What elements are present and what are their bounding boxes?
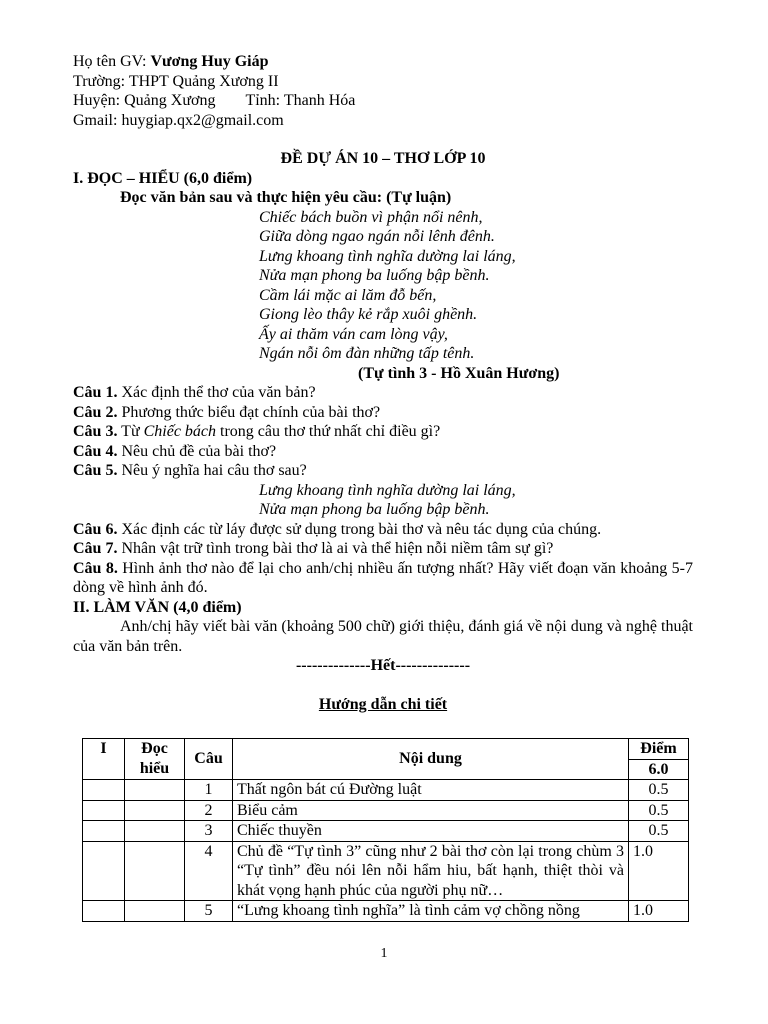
table-row — [83, 901, 689, 922]
school-line: Trường: THPT Quảng Xương II — [73, 72, 279, 90]
question-5-poem-line: Nửa mạn phong ba luống bập bềnh. — [259, 501, 490, 518]
poem — [73, 208, 693, 364]
question-8: Câu 8. Hình ảnh thơ nào để lại cho anh/chị nhiều ấn tượng nhất? Hãy viết đoạn văn khoảng 5-7 dòng về hình ảnh đó. — [73, 559, 693, 596]
cell-question: 5 — [185, 901, 233, 922]
cell-content: Biểu cảm — [233, 800, 629, 821]
header-part: I — [83, 739, 125, 780]
cell-content: Thất ngôn bát cú Đường luật — [233, 780, 629, 801]
poem-line: Ngán nỗi ôm đàn những tấp tênh. — [259, 345, 475, 362]
gmail-line: Gmail: huygiap.qx2@gmail.com — [73, 111, 284, 129]
province: Tỉnh: Thanh Hóa — [245, 92, 356, 109]
poem-source: (Tự tình 3 - Hồ Xuân Hương) — [358, 364, 560, 382]
table-row — [83, 800, 689, 821]
answer-table — [82, 738, 689, 922]
document-page — [73, 52, 693, 714]
cell-score: 0.5 — [629, 821, 689, 842]
header-total: 6.0 — [629, 759, 689, 780]
question-5: Câu 5. Nêu ý nghĩa hai câu thơ sau? — [73, 462, 307, 479]
cell-score: 1.0 — [629, 841, 689, 901]
cell-content: “Lưng khoang tình nghĩa” là tình cảm vợ chồng nồng — [233, 901, 629, 922]
guide-title: Hướng dẫn chi tiết — [318, 695, 448, 713]
question-5-poem-line: Lưng khoang tình nghĩa dường lai láng, — [259, 481, 516, 499]
poem-line: Giữa dòng ngao ngán nỗi lênh đênh. — [259, 228, 495, 245]
exam-title: ĐỀ DỰ ÁN 10 – THƠ LỚP 10 — [280, 150, 486, 167]
section2-heading: II. LÀM VĂN (4,0 điểm) — [73, 598, 242, 616]
poem-line: Chiếc bách buồn vì phận nổi nênh, — [259, 208, 483, 226]
header-section: Đọc hiểu — [125, 739, 185, 780]
cell-content: Chiếc thuyền — [233, 821, 629, 842]
poem-line: Giong lèo thây kẻ rắp xuôi ghềnh. — [259, 306, 478, 323]
header-content: Nội dung — [233, 739, 629, 780]
poem-line: Ấy ai thăm ván cam lòng vậy, — [259, 325, 448, 343]
poem-line: Lưng khoang tình nghĩa dường lai láng, — [259, 247, 516, 265]
table-header-row — [83, 739, 689, 760]
question-1: Câu 1. Xác định thể thơ của văn bản? — [73, 384, 316, 401]
question-4: Câu 4. Nêu chủ đề của bài thơ? — [73, 442, 277, 460]
cell-question: 1 — [185, 780, 233, 801]
section1-instruction: Đọc văn bản sau và thực hiện yêu cầu: (Tự luận) — [120, 189, 452, 206]
district-line: Huyện: Quảng Xương Tỉnh: Thanh Hóa — [73, 92, 356, 109]
cell-content: Chủ đề “Tự tình 3” cũng như 2 bài thơ còn lại trong chùm 3 “Tự tình” đều nói lên nỗi hẩm hiu, bất hạnh, thiệt thòi và khát vọng hạnh phúc của người phụ nữ… — [233, 841, 629, 901]
table-row — [83, 821, 689, 842]
question-2: Câu 2. Phương thức biểu đạt chính của bài thơ? — [73, 403, 381, 421]
cell-question: 4 — [185, 841, 233, 901]
table-row — [83, 780, 689, 801]
cell-score: 0.5 — [629, 800, 689, 821]
cell-question: 3 — [185, 821, 233, 842]
page-number: 1 — [380, 946, 388, 961]
question-6: Câu 6. Xác định các từ láy được sử dụng trong bài thơ và nêu tác dụng của chúng. — [73, 520, 602, 538]
poem-line: Cầm lái mặc ai lăm đỗ bến, — [259, 286, 437, 304]
teacher-name: Vương Huy Giáp — [150, 53, 269, 70]
cell-score: 1.0 — [629, 901, 689, 922]
header-score: Điểm — [629, 739, 689, 760]
poem-line: Nửa mạn phong ba luống bập bềnh. — [259, 267, 490, 284]
end-mark: --------------Hết-------------- — [295, 657, 471, 674]
teacher-name-line: Họ tên GV: Vương Huy Giáp — [73, 53, 269, 70]
question-7: Câu 7. Nhân vật trữ tình trong bài thơ là ai và thể hiện nỗi niềm tâm sự gì? — [73, 540, 554, 557]
cell-score: 0.5 — [629, 780, 689, 801]
section2-text: Anh/chị hãy viết bài văn (khoảng 500 chữ) giới thiệu, đánh giá về nội dung và nghệ thuật của văn bản trên. — [73, 618, 693, 655]
question-3: Câu 3. Từ Chiếc bách trong câu thơ thứ nhất chỉ điều gì? — [73, 423, 441, 440]
cell-question: 2 — [185, 800, 233, 821]
header-question: Câu — [185, 739, 233, 780]
table-row — [83, 841, 689, 901]
section1-heading: I. ĐỌC – HIỂU (6,0 điểm) — [73, 169, 253, 187]
